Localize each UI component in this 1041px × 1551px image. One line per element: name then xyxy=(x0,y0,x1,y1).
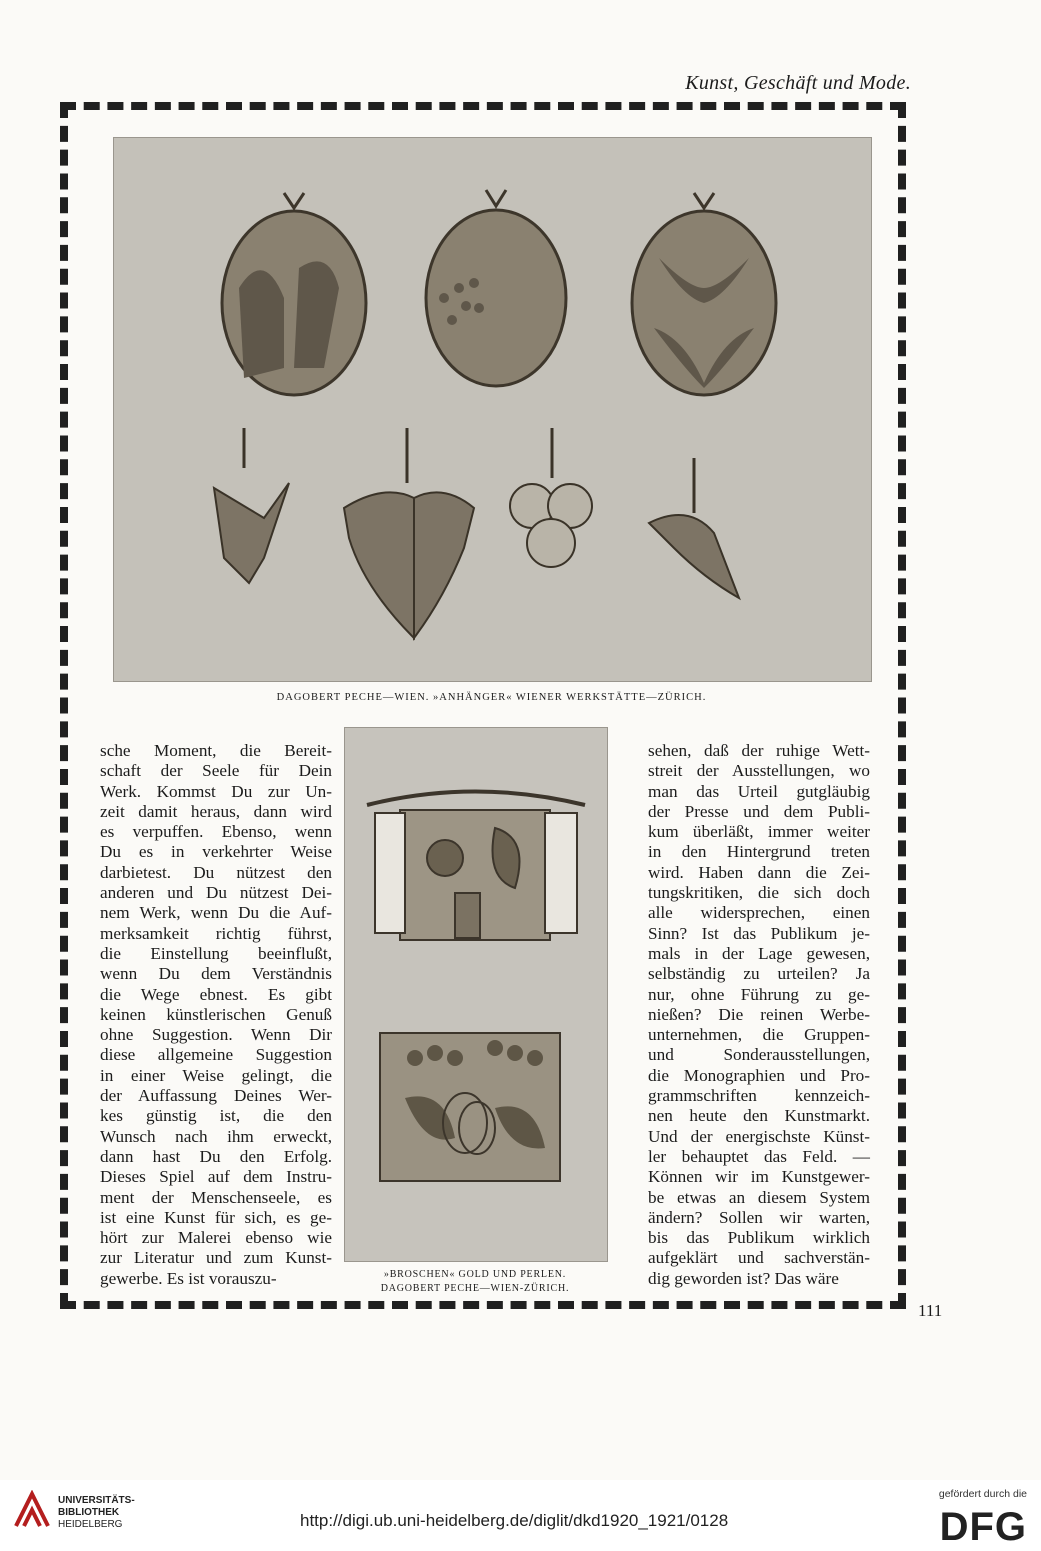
text-line: Und der energischste Künst- xyxy=(648,1126,870,1146)
text-line: die Wege ebnest. Es gibt xyxy=(100,984,332,1004)
running-header: Kunst, Geschäft und Mode. xyxy=(685,72,911,94)
text-line: be etwas an diesem System xyxy=(648,1187,870,1207)
text-line: nießen? Die reinen Werbe- xyxy=(648,1004,870,1024)
text-line: hört zur Malerei ebenso wie xyxy=(100,1228,332,1248)
library-line-1: UNIVERSITÄTS- xyxy=(58,1495,135,1506)
text-line: unternehmen, die Gruppen- xyxy=(648,1025,870,1045)
text-line: sehen, daß der ruhige Wett- xyxy=(648,741,870,760)
text-line: ment der Menschenseele, es xyxy=(100,1187,332,1207)
text-line: nem Werk, wenn Du die Auf- xyxy=(100,903,332,923)
text-line: ist eine Kunst für sich, es ge- xyxy=(100,1207,332,1227)
text-column-right xyxy=(648,741,870,1289)
text-line: die Einstellung beeinflußt, xyxy=(100,943,332,963)
text-line: in den Hintergrund treten xyxy=(648,842,870,862)
source-url[interactable]: http://digi.ub.uni-heidelberg.de/diglit/dkd1920_1921/0128 xyxy=(300,1511,729,1530)
brooches-illustration xyxy=(345,728,607,1261)
text-line: dig geworden ist? Das wäre xyxy=(648,1268,839,1288)
top-figure-caption: DAGOBERT PECHE—WIEN. »ANHÄNGER« WIENER WERKSTÄTTE—ZÜRICH. xyxy=(276,692,707,703)
text-line: nur, ohne Führung zu ge- xyxy=(648,984,870,1004)
text-line: mals in der Lage gewesen, xyxy=(648,943,870,963)
text-line: es verpuffen. Ebenso, wenn xyxy=(100,822,332,842)
text-line: tungskritiken, die sich doch xyxy=(648,883,870,903)
text-line: ändern? Sollen wir warten, xyxy=(648,1207,870,1227)
text-line: man das Urteil gutgläubig xyxy=(648,781,870,801)
text-line: Können wir im Kunstgewer- xyxy=(648,1167,870,1187)
text-line: grammschriften kennzeich- xyxy=(648,1086,870,1106)
text-line: alle widersprechen, einen xyxy=(648,903,870,923)
text-line: Wunsch nach ihm erweckt, xyxy=(100,1126,332,1146)
text-line: die Monographien und Pro- xyxy=(648,1065,870,1085)
text-line: nen heute den Kunstmarkt. xyxy=(648,1106,870,1126)
text-line: ler behauptet das Feld. — xyxy=(648,1146,870,1166)
text-line: gewerbe. Es ist vorauszu- xyxy=(100,1268,277,1288)
library-line-2: BIBLIOTHEK xyxy=(58,1507,120,1518)
text-line: wird. Haben dann die Zei- xyxy=(648,862,870,882)
text-line: Werk. Kommst Du zur Un- xyxy=(100,781,332,801)
text-line: der Auffassung Deines Wer- xyxy=(100,1086,332,1106)
text-line: merksamkeit richtig führst, xyxy=(100,923,332,943)
funding-note: gefördert durch die xyxy=(938,1488,1027,1500)
text-line: dann hast Du den Erfolg. xyxy=(100,1146,332,1166)
text-line: kum überläßt, immer weiter xyxy=(648,822,870,842)
text-line: der Presse und dem Publi- xyxy=(648,801,870,821)
text-line: Du es in verkehrter Weise xyxy=(100,842,332,862)
text-line: ohne Suggestion. Wenn Dir xyxy=(100,1025,332,1045)
caption-line-2: DAGOBERT PECHE—WIEN-ZÜRICH. xyxy=(380,1283,570,1294)
university-library-logo-icon xyxy=(12,1490,52,1530)
text-line: zeit damit heraus, dann wird xyxy=(100,801,332,821)
page-number: 111 xyxy=(918,1301,943,1320)
text-line: bis das Publikum wirklich xyxy=(648,1228,870,1248)
text-line: keinen künstlerischen Genuß xyxy=(100,1004,332,1024)
dfg-logo: DFG xyxy=(939,1505,1027,1549)
text-line: und Sonderausstellungen, xyxy=(648,1045,870,1065)
text-line: kes günstig ist, die den xyxy=(100,1106,332,1126)
text-line: anderen und Du nützest Dei- xyxy=(100,883,332,903)
text-line: diese allgemeine Suggestion xyxy=(100,1045,332,1065)
library-line-3: HEIDELBERG xyxy=(58,1519,123,1530)
text-line: streit der Ausstellungen, wo xyxy=(648,761,870,781)
text-line: aufgeklärt und sachverstän- xyxy=(648,1248,870,1268)
text-line: schaft der Seele für Dein xyxy=(100,761,332,781)
text-line: wenn Du dem Verständnis xyxy=(100,964,332,984)
text-line: zur Literatur und zum Kunst- xyxy=(100,1248,332,1268)
pendants-photo xyxy=(113,137,872,682)
text-line: darbietest. Du nützest den xyxy=(100,862,332,882)
text-line: Sinn? Ist das Publikum je- xyxy=(648,923,870,943)
middle-figure-caption xyxy=(344,1268,606,1296)
text-line: sche Moment, die Bereit- xyxy=(100,741,332,760)
pendants-illustration xyxy=(114,138,871,681)
caption-line-1: »BROSCHEN« GOLD UND PERLEN. xyxy=(383,1269,567,1280)
text-line: in einer Weise gelingt, die xyxy=(100,1065,332,1085)
brooches-photo xyxy=(344,727,608,1262)
text-line: selbständig zu urteilen? Ja xyxy=(648,964,870,984)
text-column-left xyxy=(100,741,332,1289)
library-name xyxy=(58,1495,135,1531)
text-line: Dieses Spiel auf dem Instru- xyxy=(100,1167,332,1187)
